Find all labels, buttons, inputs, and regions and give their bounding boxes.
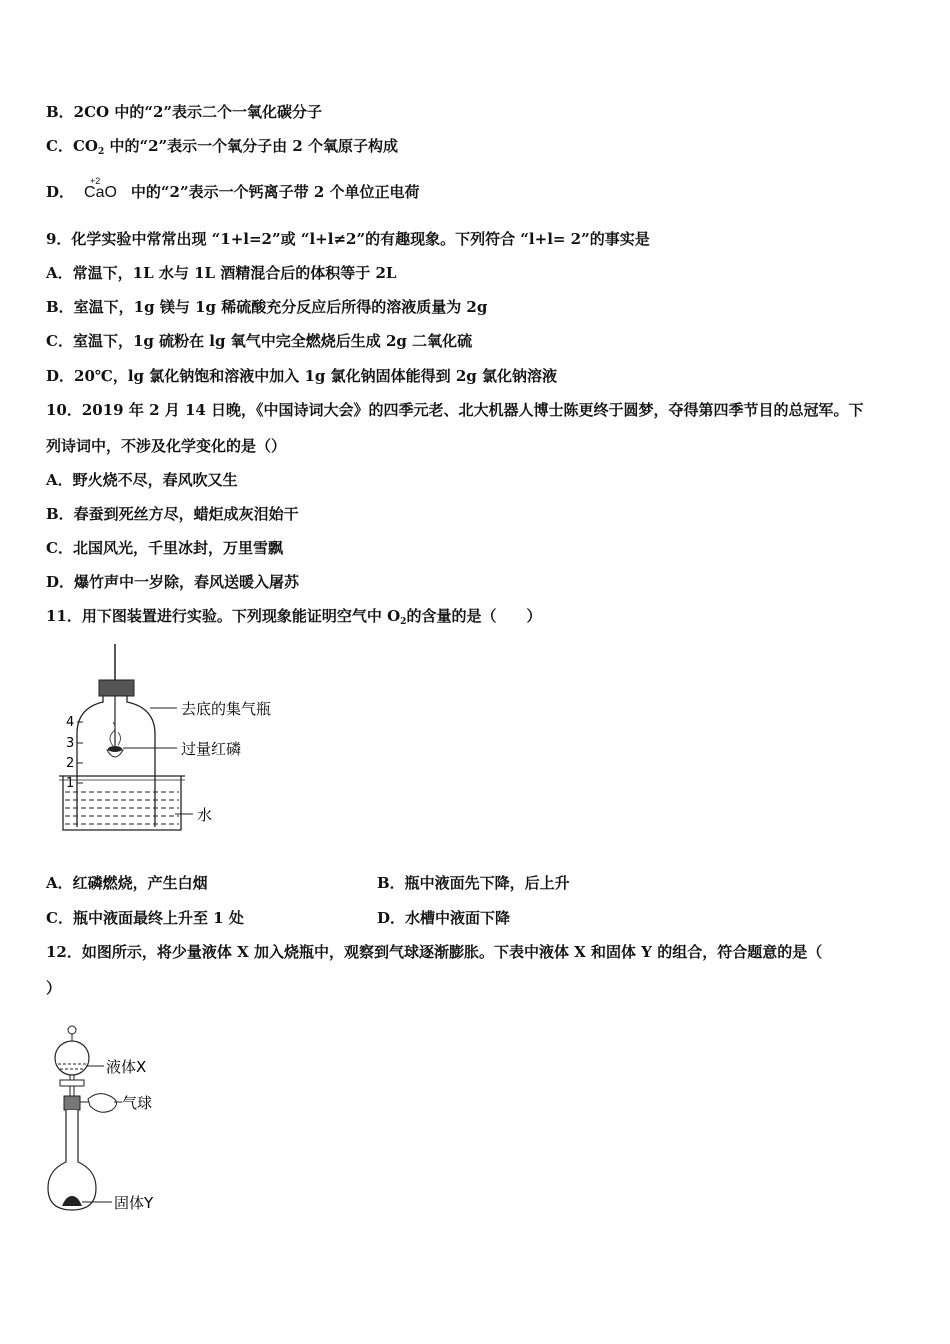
q10-option-d: D．爆竹声中一岁除，春风送暖入屠苏	[46, 573, 300, 591]
flask-stopper	[64, 1096, 80, 1110]
water-trough	[63, 776, 181, 830]
q10-stem-line1: 10．2019 年 2 月 14 日晚，《中国诗词大会》的四季元老、北大机器人博士陈更终于圆梦，夺得第四季节目的总冠军。下	[46, 401, 864, 419]
label-liquid-x: 液体X	[106, 1058, 147, 1076]
q8-option-c	[46, 136, 398, 162]
q9-option-b: B．室温下，1g 镁与 1g 稀硫酸充分反应后所得的溶液质量为 2g	[46, 298, 488, 316]
q10-option-b: B．春蚕到死丝方尽，蜡炬成灰泪始干	[46, 505, 299, 523]
q11-stem-prefix: 11．用下图装置进行实验。下列现象能证明空气中 O	[46, 607, 401, 625]
water-surface	[65, 792, 179, 824]
label-solid-y: 固体Y	[114, 1194, 154, 1212]
rubber-stopper	[99, 680, 134, 696]
separatory-funnel	[55, 1041, 89, 1075]
q10-option-a: A．野火烧不尽，春风吹又生	[46, 471, 238, 489]
q9-option-c: C．室温下，1g 硫粉在 lg 氧气中完全燃烧后生成 2g 二氧化硫	[46, 332, 473, 350]
cao-text: CaO	[84, 184, 117, 201]
q9-stem: 9．化学实验中常常出现 “1+l=2”或 “l+l≠2”的有趣现象。下列符合 “l+l= 2”的事实是	[46, 230, 650, 248]
q11-option-a: A．红磷燃烧，产生白烟	[46, 874, 208, 892]
q8-option-d-prefix: D．	[46, 183, 75, 201]
q10-option-c: C．北国风光，千里冰封，万里雪飘	[46, 539, 283, 557]
q11-stem-suffix: 的含量的是（ ）	[406, 607, 542, 625]
label-phosphorus: 过量红磷	[181, 740, 242, 758]
q11-option-b: B．瓶中液面先下降，后上升	[377, 874, 570, 892]
bottomless-bottle	[77, 696, 155, 827]
q11-apparatus-figure	[55, 642, 305, 837]
q8-option-c-sub: 2	[97, 147, 105, 157]
stopcock	[60, 1080, 84, 1086]
q8-option-b: B．2CO 中的“2”表示二个一氧化碳分子	[46, 103, 323, 121]
q11-option-c: C．瓶中液面最终上升至 1 处	[46, 909, 244, 927]
q11-stem-sub: 2	[400, 617, 407, 627]
scale-mark-1: 1	[66, 776, 75, 791]
q9-option-d: D．20℃，lg 氯化钠饱和溶液中加入 1g 氯化钠固体能得到 2g 氯化钠溶液	[46, 367, 558, 385]
scale-mark-2: 2	[66, 756, 75, 771]
q8-option-d-suffix: 中的“2”表示一个钙离子带 2 个单位正电荷	[130, 183, 420, 201]
scale-mark-4: 4	[66, 715, 75, 730]
round-bottom-flask	[48, 1110, 96, 1210]
q8-option-c-suffix: 中的“2”表示一个氧分子由 2 个氧原子构成	[104, 137, 399, 155]
q12-stem-line1: 12．如图所示，将少量液体 X 加入烧瓶中，观察到气球逐渐膨胀。下表中液体 X 和固体 Y 的组合，符合题意的是（	[46, 943, 823, 961]
label-water: 水	[197, 806, 213, 824]
q8-option-d	[46, 176, 420, 203]
q12-stem-line2: ）	[46, 979, 62, 997]
q11-stem	[46, 606, 541, 632]
balloon	[88, 1094, 117, 1113]
q11-option-d: D．水槽中液面下降	[377, 909, 511, 927]
q9-option-a: A．常温下，1L 水与 1L 酒精混合后的体积等于 2L	[46, 264, 397, 282]
cao-formula	[84, 176, 117, 203]
label-balloon: 气球	[122, 1094, 153, 1112]
q10-stem-line2: 列诗词中，不涉及化学变化的是（）	[46, 437, 287, 455]
q8-option-c-prefix: C．CO	[46, 137, 98, 155]
funnel-stopper	[68, 1026, 76, 1034]
q12-apparatus-figure	[40, 1020, 180, 1220]
red-phosphorus	[108, 746, 122, 752]
scale-mark-3: 3	[66, 736, 75, 751]
label-bottle: 去底的集气瓶	[181, 700, 272, 718]
cao-charge: +2	[90, 176, 101, 186]
